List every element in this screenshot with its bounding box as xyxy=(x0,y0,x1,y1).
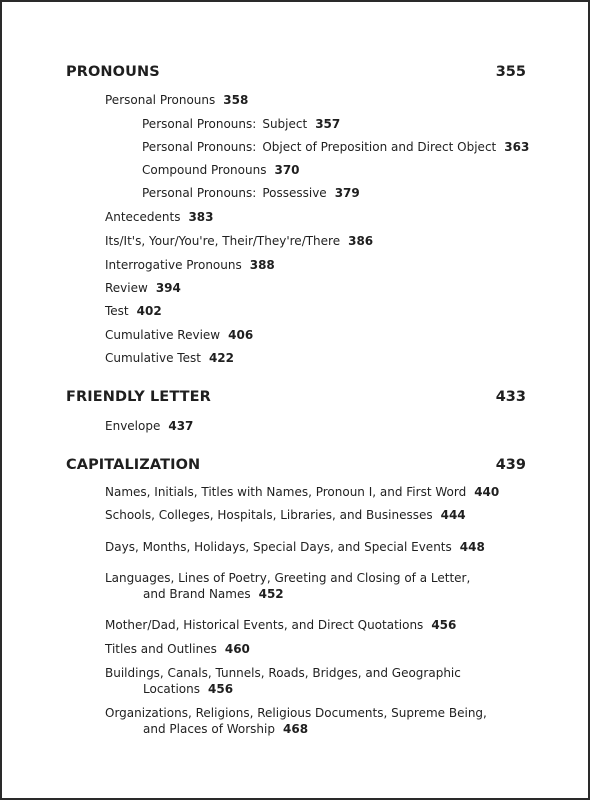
entry-continuation-text: Locations xyxy=(143,682,201,696)
toc-entry xyxy=(142,139,529,155)
entry-text: Organizations, Religions, Religious Documents, Supreme Being, xyxy=(105,706,487,720)
toc-entry xyxy=(105,233,373,249)
section-title: FRIENDLY LETTER xyxy=(66,389,211,405)
toc-entry xyxy=(142,116,340,132)
entry-text: Antecedents xyxy=(105,210,181,224)
toc-entry xyxy=(105,327,253,343)
entry-page-number: 363 xyxy=(504,140,530,154)
entry-subtext: Possessive xyxy=(262,186,327,200)
entry-page-number: 406 xyxy=(228,328,254,342)
toc-entry xyxy=(105,484,499,500)
entry-page-number: 357 xyxy=(315,117,341,131)
entry-text: Languages, Lines of Poetry, Greeting and Closing of a Letter, xyxy=(105,571,471,585)
toc-entry xyxy=(105,350,234,366)
entry-text: Personal Pronouns: xyxy=(142,186,257,200)
entry-text: Test xyxy=(105,304,129,318)
entry-page-number: 452 xyxy=(258,587,284,601)
entry-text: Titles and Outlines xyxy=(105,642,217,656)
entry-continuation xyxy=(105,681,461,697)
section-page-number: 439 xyxy=(495,457,526,473)
toc-entry xyxy=(105,539,485,555)
toc-entry xyxy=(105,705,487,737)
entry-page-number: 456 xyxy=(431,618,457,632)
entry-text: Days, Months, Holidays, Special Days, and Special Events xyxy=(105,540,452,554)
entry-text: Mother/Dad, Historical Events, and Direct Quotations xyxy=(105,618,424,632)
entry-page-number: 456 xyxy=(208,682,234,696)
entry-page-number: 422 xyxy=(208,351,234,365)
toc-entry xyxy=(105,507,466,523)
entry-page-number: 383 xyxy=(188,210,214,224)
entry-subtext: Object of Preposition and Direct Object xyxy=(262,140,497,154)
entry-text: Cumulative Review xyxy=(105,328,221,342)
entry-continuation xyxy=(105,721,487,737)
toc-entry xyxy=(105,92,248,108)
entry-text: Its/It's, Your/You're, Their/They're/There xyxy=(105,234,341,248)
entry-text: Cumulative Test xyxy=(105,351,201,365)
toc-entry xyxy=(105,665,461,697)
entry-page-number: 448 xyxy=(459,540,485,554)
entry-page-number: 379 xyxy=(334,186,360,200)
entry-page-number: 440 xyxy=(474,485,500,499)
entry-page-number: 388 xyxy=(249,258,275,272)
entry-continuation xyxy=(105,586,470,602)
entry-text: Personal Pronouns: xyxy=(142,117,257,131)
section-title: CAPITALIZATION xyxy=(66,457,201,473)
entry-continuation-text: and Places of Worship xyxy=(143,722,275,736)
toc-entry xyxy=(105,617,456,633)
toc-entry xyxy=(105,418,193,434)
entry-page-number: 370 xyxy=(274,163,300,177)
section-page-number: 355 xyxy=(495,64,526,80)
toc-entry xyxy=(105,280,181,296)
entry-page-number: 386 xyxy=(348,234,374,248)
toc-entry xyxy=(142,162,300,178)
entry-continuation-text: and Brand Names xyxy=(143,587,251,601)
entry-page-number: 468 xyxy=(283,722,309,736)
entry-text: Personal Pronouns xyxy=(105,93,216,107)
entry-text: Buildings, Canals, Tunnels, Roads, Bridges, and Geographic xyxy=(105,666,461,680)
entry-text: Names, Initials, Titles with Names, Pronoun I, and First Word xyxy=(105,485,467,499)
entry-page-number: 394 xyxy=(155,281,181,295)
toc-entry xyxy=(105,641,250,657)
entry-page-number: 460 xyxy=(224,642,250,656)
entry-text: Envelope xyxy=(105,419,161,433)
entry-page-number: 444 xyxy=(440,508,466,522)
entry-page-number: 437 xyxy=(168,419,194,433)
toc-entry xyxy=(105,209,214,225)
entry-text: Schools, Colleges, Hospitals, Libraries, and Businesses xyxy=(105,508,433,522)
entry-subtext: Subject xyxy=(262,117,308,131)
section-page-number: 433 xyxy=(495,389,526,405)
entry-page-number: 358 xyxy=(223,93,249,107)
section-title: PRONOUNS xyxy=(66,64,160,80)
toc-entry xyxy=(105,303,162,319)
entry-text: Review xyxy=(105,281,148,295)
toc-entry xyxy=(105,257,275,273)
toc-entry xyxy=(105,570,470,602)
entry-text: Compound Pronouns xyxy=(142,163,267,177)
toc-entry xyxy=(142,185,360,201)
entry-text: Interrogative Pronouns xyxy=(105,258,242,272)
entry-page-number: 402 xyxy=(136,304,162,318)
entry-text: Personal Pronouns: xyxy=(142,140,257,154)
